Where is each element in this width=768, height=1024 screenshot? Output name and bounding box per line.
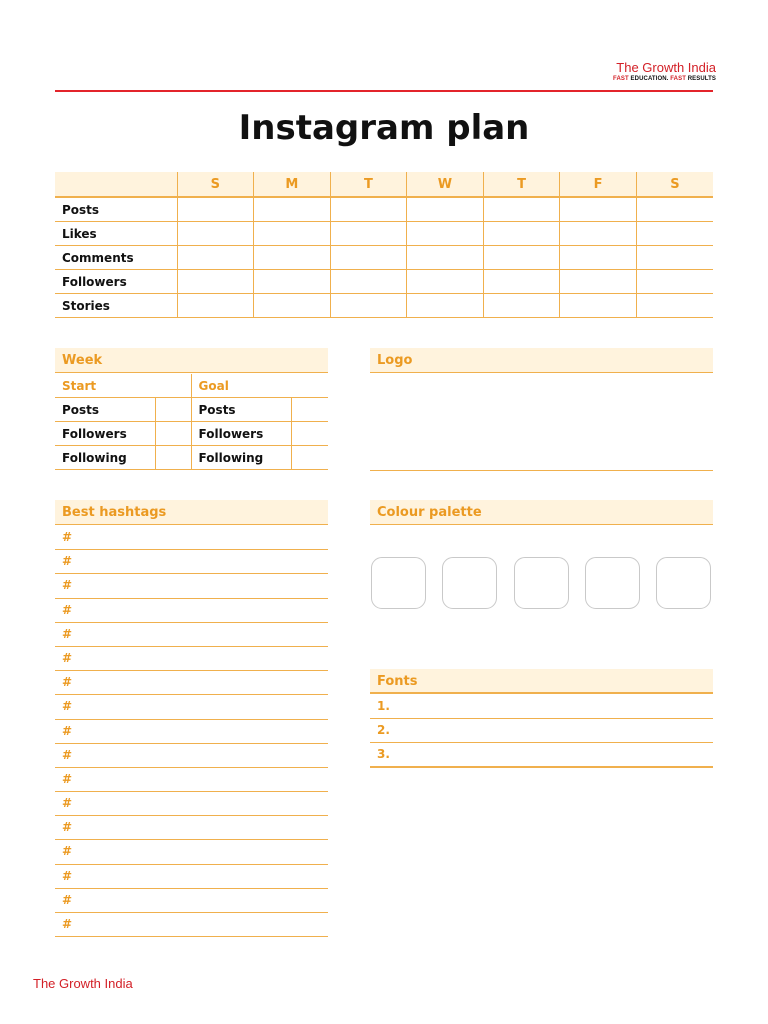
goal-value-cell[interactable] [291,446,328,470]
entry-cell[interactable] [330,294,407,318]
entry-cell[interactable] [254,197,331,222]
header-divider [55,90,713,92]
colour-swatch[interactable] [371,557,426,609]
entry-cell[interactable] [177,246,254,270]
hashtag-line[interactable]: # [55,816,328,840]
day-header: F [560,172,637,197]
entry-cell[interactable] [254,246,331,270]
logo-heading: Logo [370,348,713,373]
hashtag-line[interactable]: # [55,550,328,574]
goal-value-cell[interactable] [291,398,328,422]
week-row-label: Following [191,446,291,470]
hashtags-heading: Best hashtags [55,500,328,525]
entry-cell[interactable] [330,222,407,246]
week-row [55,422,328,446]
hashtag-line[interactable]: # [55,840,328,864]
brand-tagline [613,75,716,83]
fonts-list [370,695,713,768]
hashtag-line[interactable]: # [55,526,328,550]
week-subheader-row [55,374,328,398]
colour-swatch[interactable] [585,557,640,609]
entry-cell[interactable] [636,246,713,270]
entry-cell[interactable] [636,294,713,318]
week-heading: Week [55,348,328,373]
row-label: Followers [55,270,177,294]
tagline-part: RESULTS [687,76,716,82]
entry-cell[interactable] [560,294,637,318]
day-header: W [407,172,484,197]
day-header: T [330,172,407,197]
entry-cell[interactable] [177,197,254,222]
entry-cell[interactable] [407,197,484,222]
hashtag-line[interactable]: # [55,865,328,889]
tracker-row [55,222,713,246]
row-label: Comments [55,246,177,270]
colour-palette [371,557,713,611]
entry-cell[interactable] [254,294,331,318]
entry-cell[interactable] [560,222,637,246]
week-row-label: Posts [55,398,155,422]
entry-cell[interactable] [560,197,637,222]
row-label: Stories [55,294,177,318]
tagline-part: FAST [613,76,629,82]
tagline-part: EDUCATION. [630,76,669,82]
entry-cell[interactable] [177,270,254,294]
entry-cell[interactable] [483,246,560,270]
colour-swatch[interactable] [656,557,711,609]
tracker-corner-cell [55,172,177,197]
tracker-row [55,270,713,294]
entry-cell[interactable] [636,197,713,222]
hashtag-line[interactable]: # [55,889,328,913]
entry-cell[interactable] [407,246,484,270]
row-label: Likes [55,222,177,246]
hashtag-list [55,526,328,937]
entry-cell[interactable] [330,246,407,270]
hashtag-line[interactable]: # [55,647,328,671]
goal-value-cell[interactable] [291,422,328,446]
palette-heading: Colour palette [370,500,713,525]
entry-cell[interactable] [330,197,407,222]
day-header: T [483,172,560,197]
entry-cell[interactable] [483,294,560,318]
logo-area[interactable] [370,374,713,471]
entry-cell[interactable] [483,270,560,294]
week-row-label: Posts [191,398,291,422]
tracker-header-row [55,172,713,197]
page-title: Instagram plan [238,108,530,148]
entry-cell[interactable] [177,222,254,246]
tracker-row [55,246,713,270]
tracker-row [55,197,713,222]
entry-cell[interactable] [636,270,713,294]
font-line[interactable]: 1. [370,695,713,719]
start-value-cell[interactable] [155,446,191,470]
start-value-cell[interactable] [155,398,191,422]
font-line[interactable]: 2. [370,719,713,743]
entry-cell[interactable] [407,294,484,318]
brand-name: The Growth India [616,60,716,75]
week-row [55,398,328,422]
start-label: Start [55,374,191,398]
entry-cell[interactable] [636,222,713,246]
brand-logo [613,60,716,83]
entry-cell[interactable] [407,270,484,294]
week-table [55,374,328,470]
font-line[interactable]: 3. [370,743,713,768]
day-header: M [254,172,331,197]
hashtag-line[interactable]: # [55,768,328,792]
entry-cell[interactable] [254,222,331,246]
week-row-label: Followers [55,422,155,446]
hashtag-line[interactable]: # [55,623,328,647]
hashtag-line[interactable]: # [55,574,328,598]
tracker-row [55,294,713,318]
hashtag-line[interactable]: # [55,671,328,695]
fonts-heading: Fonts [370,669,713,694]
goal-label: Goal [191,374,328,398]
entry-cell[interactable] [254,270,331,294]
week-row-label: Followers [191,422,291,446]
hashtag-line[interactable]: # [55,792,328,816]
week-row [55,446,328,470]
entry-cell[interactable] [483,197,560,222]
entry-cell[interactable] [560,270,637,294]
colour-swatch[interactable] [514,557,569,609]
colour-swatch[interactable] [442,557,497,609]
entry-cell[interactable] [560,246,637,270]
footer-brand: The Growth India [33,976,133,991]
entry-cell[interactable] [177,294,254,318]
hashtag-line[interactable]: # [55,720,328,744]
entry-cell[interactable] [330,270,407,294]
daily-tracker-table [55,172,713,318]
day-header: S [636,172,713,197]
tagline-part: FAST [670,76,686,82]
entry-cell[interactable] [407,222,484,246]
hashtag-line[interactable]: # [55,599,328,623]
entry-cell[interactable] [483,222,560,246]
hashtag-line[interactable]: # [55,695,328,719]
hashtag-line[interactable]: # [55,744,328,768]
hashtag-line[interactable]: # [55,913,328,937]
start-value-cell[interactable] [155,422,191,446]
row-label: Posts [55,197,177,222]
day-header: S [177,172,254,197]
week-row-label: Following [55,446,155,470]
